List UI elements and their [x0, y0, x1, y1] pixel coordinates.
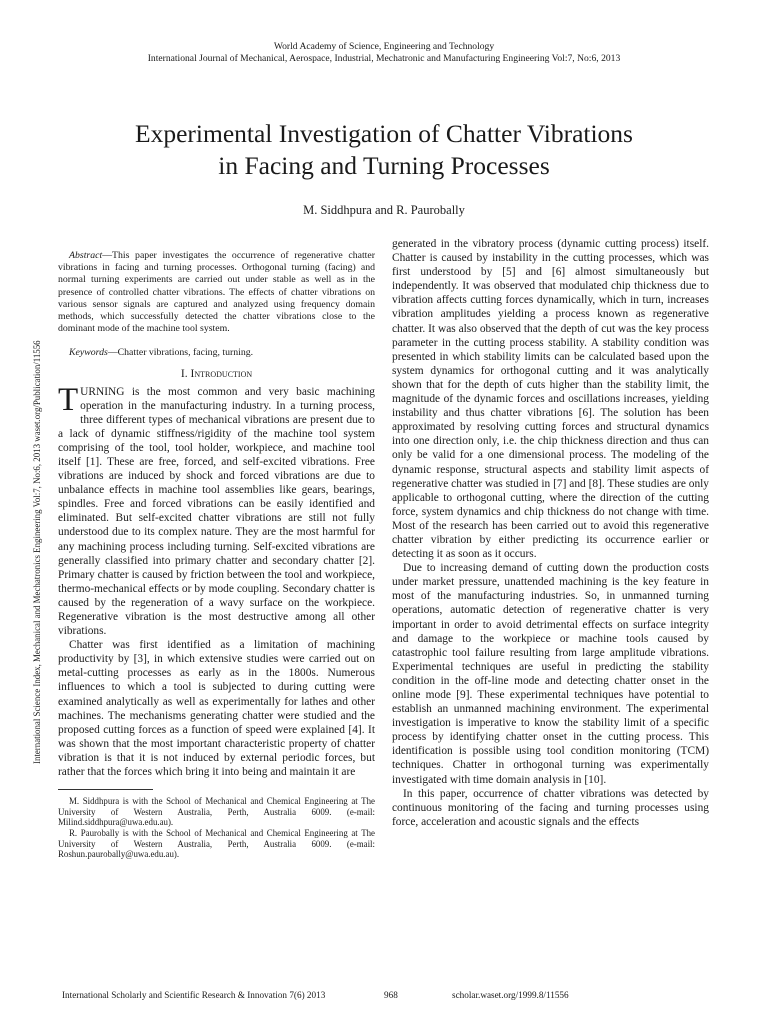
right-paragraph-1: generated in the vibratory process (dynamic cutting process) itself. Chatter is caused by instability in the cutting processes, which was first understood by [5] and [6] almost simultaneously but independently. It was observed that modulated chip thickness due to vibration affects cutting forces dynamically, which in turn, increases vibration amplitudes yielding a process known as regenerative chatter. It was also observed that the depth of cut was the key process parameter in the cutting process stability. A stability condition was presented in which stability limits can be calculated based upon the system dynamics for orthogonal cutting and it was analytically shown that for the depth of cuts higher than the stability limit, the magnitude of the dynamic forces and oscillations increases, yielding instability and thus chatter vibrations [6]. The solution has been approximated by resolving cutting forces and structural dynamics into one direction only, i.e. the chip thickness direction and thus can only be valid for a one dimensional process. The modeling of the dynamic response, structural aspects and stability limit aspects of regenerative chatter was studied in [7] and [8]. These studies are only applicable to orthogonal cutting, where the direction of the cutting force, system dynamics and chip thickness do not change with time. Most of the research has been carried out to avoid this regenerative chatter vibration by either predicting its occurrence earlier or detecting it as soon as it occurs.	[392, 238, 709, 561]
journal-header-line-1: World Academy of Science, Engineering and Technology	[273, 41, 495, 52]
left-column	[58, 250, 375, 860]
journal-header-line-2: International Journal of Mechanical, Aerospace, Industrial, Mechatronic and Manufacturing Engineering Vol:7, No:6, 2013	[147, 53, 621, 64]
intro-paragraph-1-text: is the most common and very basic machining operation in the manufacturing industry. In a turning process, three different types of mechanical vibrations are present due to a lack of dynamic stiffness/rigidity of the machine tool system comprising of the tool, tool holder, workpiece, and machine tool itself [1]. These are free, forced, and self-excited vibrations. Free vibrations are induced by shock and forced vibrations are due to unbalance effects in machine tool assemblies like gears, bearings, spindles. Free and forced vibrations can be easily identified and eliminated. But self-excited chatter vibrations are still not fully understood due to its complex nature. They are the most harmful for any machining process including turning. Self-excited vibrations are generally classified into primary chatter and secondary chatter [2]. Primary chatter is caused by friction between the tool and workpiece, thermo-mechanical effects or by mode coupling. Secondary chatter is caused by the regeneration of a wavy surface on the workpiece. Regenerative vibration is the most destructive among all other vibrations.	[58, 385, 375, 638]
paper-authors: M. Siddhpura and R. Paurobally	[303, 203, 465, 217]
keywords-label: Keywords	[69, 347, 108, 359]
drop-cap: T	[58, 381, 79, 418]
keywords-text: Chatter vibrations, facing, turning.	[117, 347, 254, 359]
abstract-dash: —	[102, 250, 112, 261]
keywords	[58, 347, 375, 359]
footnote-author-1: M. Siddhpura is with the School of Mechanical and Chemical Engineering at The University of Western Australia, Perth, Australia 6009. (e-mail: Milind.siddhpura@uwa.edu.au).	[58, 796, 375, 828]
abstract	[58, 250, 375, 335]
footnote-author-2: R. Paurobally is with the School of Mechanical and Chemical Engineering at The University of Western Australia, Perth, Australia 6009. (e-mail: Roshun.paurobally@uwa.edu.au).	[58, 827, 375, 860]
keywords-dash: —	[107, 347, 118, 359]
intro-paragraph-1	[58, 381, 375, 639]
right-paragraph-2: Due to increasing demand of cutting down the production costs under market pressure, unattended machining is the key feature in most of the manufacturing industries. So, in unmanned turning operations, automatic detection of regenerative chatter is very important in order to avoid detrimental effects on surface integrity and damage to the workpiece or machine tools caused by catastrophic tool failure resulting from large amplitude vibrations. Experimental techniques are useful in predicting the stability condition in the off-line mode and detecting chatter onset in the online mode [9]. These experimental techniques have potential to establish an unmanned machining environment. The experimental investigation is imperative to know the stability limit of a specific process by identifying chatter onset in the cutting process. This identification is possible using tool condition monitoring (TCM) techniques. Chatter in orthogonal turning was experimentally investigated with time domain analysis in [10].	[392, 562, 709, 786]
paper-title-line-2: in Facing and Turning Processes	[218, 151, 550, 180]
intro-paragraph-2: Chatter was first identified as a limitation of machining productivity by [3], in which extensive studies were carried out on metal-cutting processes as early as in the 1800s. Numerous influences to which a tool is subjected to during cutting were examined analytically as well as experimentally for lathes and other machines. The mechanisms generating chatter were studied and the proposed cutting forces as a function of speed were explained [4]. It was shown that the most important characteristic property of chatter vibration is that it is not induced by external periodic forces, but rather that the forces which bring it into being and maintain it are	[58, 639, 375, 779]
footer-publisher: International Scholarly and Scientific Research & Innovation 7(6) 2013	[62, 990, 326, 1000]
footer-link[interactable]: scholar.waset.org/1999.8/11556	[452, 990, 569, 1000]
sidebar-citation: International Science Index, Mechanical and Mechatronics Engineering Vol:7, No:6, 2013 waset.org/Publication/11556	[32, 340, 42, 764]
footnote-divider	[58, 789, 153, 790]
intro-first-word: URNING	[80, 385, 125, 398]
paper-title-line-1: Experimental Investigation of Chatter Vibrations	[135, 119, 633, 148]
footer-page-number: 968	[384, 990, 398, 1000]
right-paragraph-3: In this paper, occurrence of chatter vibrations was detected by continuous monitoring of the facing and turning processes using force, acceleration and acoustic signals and the effects	[392, 787, 709, 828]
section-heading-introduction: I. Introduction	[180, 367, 253, 381]
right-column	[392, 237, 709, 829]
abstract-text: This paper investigates the occurrence of regenerative chatter vibrations in facing and turning processes. Orthogonal turning (facing) and normal turning experiments are carried out under stable as well as in the presence of controlled chatter vibrations. The effects of chatter vibrations on various sensor signals are captured and analyzed using frequency domain methods, which successfully detected the chatter vibrations close to the dominant mode of the machine tool system.	[58, 250, 375, 335]
abstract-label: Abstract	[69, 250, 103, 261]
